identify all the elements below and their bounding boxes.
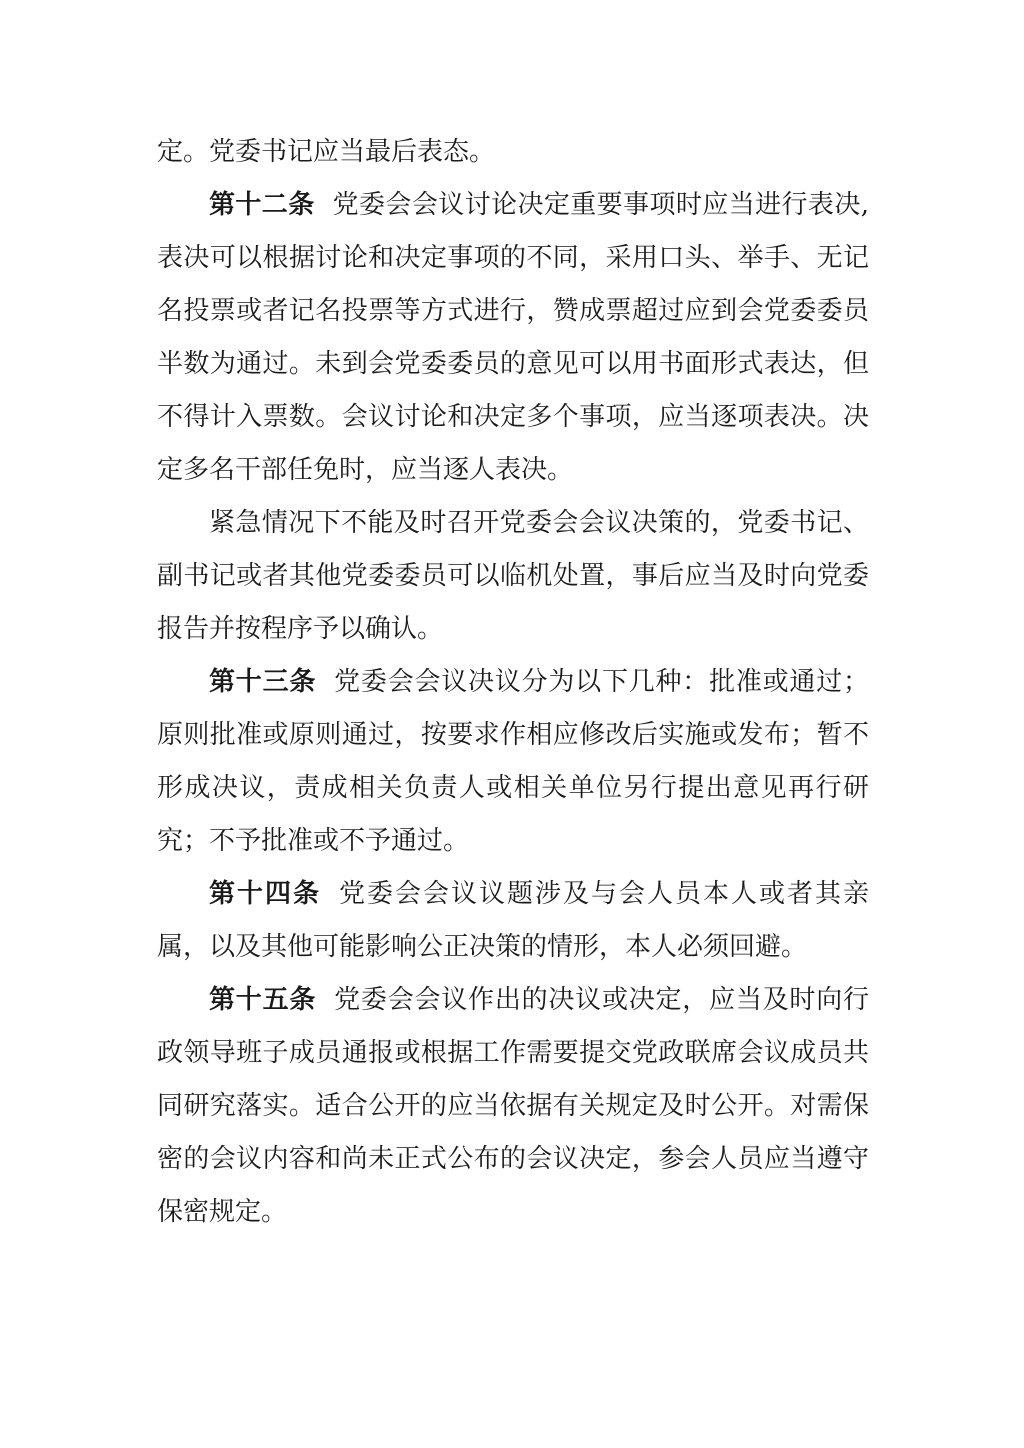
- article-15: [157, 974, 869, 1239]
- article-14: [157, 868, 869, 974]
- paragraph-emergency: [157, 497, 869, 656]
- article-number: 第十三条: [209, 667, 317, 697]
- paragraph-text: 定。党委书记应当最后表态。: [157, 137, 496, 167]
- article-number: 第十二条: [209, 190, 315, 220]
- paragraph-text: 党委会会议议题涉及与会人员本人或者其亲属，以及其他可能影响公正决策的情形，本人必须回避。: [157, 879, 869, 962]
- paragraph-text: 党委会会议讨论决定重要事项时应当进行表决,表决可以根据讨论和决定事项的不同，采用口头、举手、无记名投票或者记名投票等方式进行，赞成票超过应到会党委委员半数为通过。未到会党委委员的意见可以用书面形式表达，但不得计入票数。会议讨论和决定多个事项，应当逐项表决。决定多名干部任免时，应当逐人表决。: [157, 190, 869, 485]
- article-12: [157, 179, 869, 497]
- article-number: 第十五条: [209, 985, 317, 1015]
- paragraph-text: 紧急情况下不能及时召开党委会会议决策的，党委书记、副书记或者其他党委委员可以临机处置，事后应当及时向党委报告并按程序予以确认。: [157, 508, 869, 644]
- paragraph-text: 党委会会议决议分为以下几种：批准或通过；原则批准或原则通过，按要求作相应修改后实施或发布；暂不形成决议，责成相关负责人或相关单位另行提出意见再行研究；不予批准或不予通过。: [157, 667, 869, 856]
- paragraph-continuation: [157, 126, 869, 179]
- article-number: 第十四条: [209, 879, 321, 909]
- document-body: [157, 126, 869, 1239]
- paragraph-text: 党委会会议作出的决议或决定，应当及时向行政领导班子成员通报或根据工作需要提交党政联席会议成员共同研究落实。适合公开的应当依据有关规定及时公开。对需保密的会议内容和尚未正式公布的会议决定，参会人员应当遵守保密规定。: [157, 985, 869, 1227]
- article-13: [157, 656, 869, 868]
